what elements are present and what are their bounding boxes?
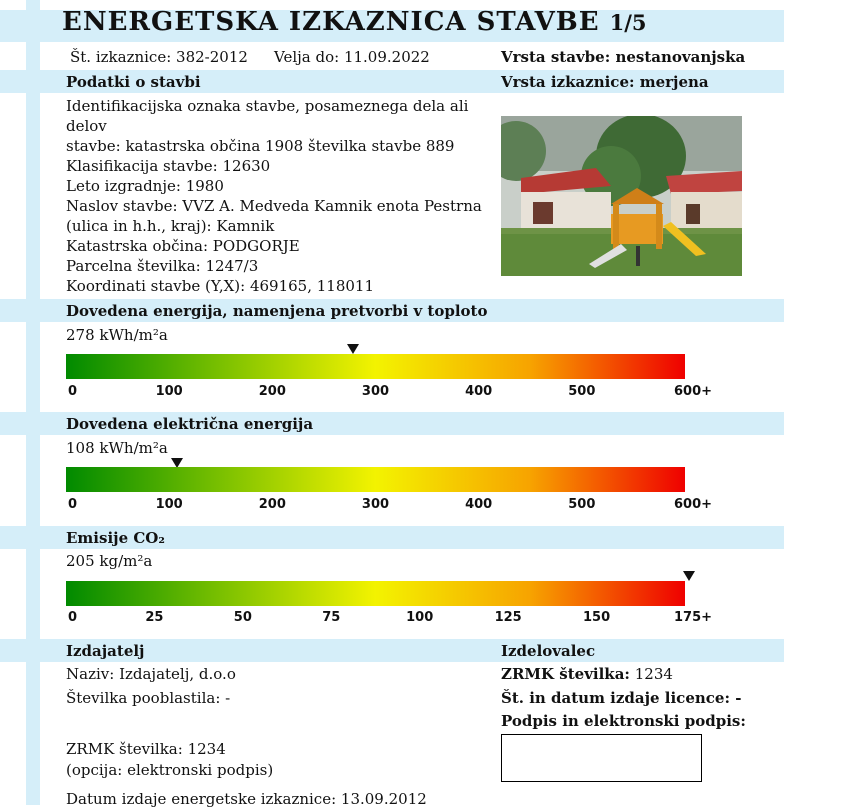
scale-tick-label: 150 — [582, 610, 611, 625]
scale1-bar — [66, 354, 685, 379]
scale-tick-label: 125 — [494, 610, 522, 625]
scale2-value: 108 kWh/m²a — [66, 439, 168, 457]
scale-tick-label: 100 — [406, 610, 434, 625]
building-line: (ulica in h.h., kraj): Kamnik — [66, 217, 275, 235]
scale-tick-label: 0 — [68, 384, 78, 399]
building-heading: Podatki o stavbi — [66, 73, 201, 91]
building-line: Katastrska občina: PODGORJE — [66, 237, 300, 255]
scale3-bar — [66, 581, 685, 606]
scale-tick-label: 500 — [568, 384, 596, 399]
issuer-authorization: Številka pooblastila: - — [66, 689, 231, 707]
scale-tick-label: 300 — [361, 497, 390, 512]
scale-tick-label: 600+ — [673, 497, 713, 512]
maker-heading: Izdelovalec — [501, 642, 596, 660]
scale-tick-label: 175+ — [673, 610, 713, 625]
issue-date: Datum izdaje energetske izkaznice: 13.09.2012 — [66, 790, 427, 808]
issuer-heading: Izdajatelj — [66, 642, 145, 660]
scale-tick-label: 0 — [68, 497, 78, 512]
building-line: Klasifikacija stavbe: 12630 — [66, 157, 271, 175]
building-line: Identifikacijska oznaka stavbe, posameznega dela ali — [66, 97, 469, 115]
scale-tick-label: 400 — [465, 384, 493, 399]
scale-tick-label: 25 — [145, 610, 164, 625]
scale2-heading: Dovedena električna energija — [66, 415, 314, 433]
page-title: ENERGETSKA IZKAZNICA STAVBE 1/5 — [62, 7, 647, 37]
issuer-zrmk: ZRMK številka: 1234 — [66, 740, 226, 758]
issuer-esign-option: (opcija: elektronski podpis) — [66, 761, 274, 779]
scale3-heading: Emisije CO₂ — [66, 529, 165, 547]
scale-tick-label: 0 — [68, 610, 78, 625]
building-line: stavbe: katastrska občina 1908 številka stavbe 889 — [66, 137, 455, 155]
scale2-bar — [66, 467, 685, 492]
scale3-value: 205 kg/m²a — [66, 552, 153, 570]
scale-tick-label: 100 — [155, 384, 183, 399]
scale-tick-label: 100 — [155, 497, 183, 512]
scale-tick-label: 300 — [361, 384, 390, 399]
scale-tick-label: 500 — [568, 497, 596, 512]
building-type: Vrsta stavbe: nestanovanjska — [501, 48, 746, 66]
maker-signature-label: Podpis in elektronski podpis: — [501, 712, 746, 730]
valid-until: Velja do: 11.09.2022 — [274, 48, 430, 66]
maker-license: Št. in datum izdaje licence: - — [501, 689, 742, 707]
building-info — [66, 96, 496, 296]
scale-tick-label: 200 — [258, 497, 286, 512]
scale-tick-label: 400 — [465, 497, 493, 512]
scale-tick-label: 75 — [322, 610, 341, 625]
building-line: Leto izgradnje: 1980 — [66, 177, 224, 195]
maker-zrmk — [501, 665, 673, 683]
building-line: Parcelna številka: 1247/3 — [66, 257, 259, 275]
scale1-marker — [347, 344, 359, 354]
page-number: 1/5 — [609, 10, 647, 35]
building-photo — [501, 116, 742, 276]
maker-zrmk-label: ZRMK številka: — [501, 665, 630, 683]
scale-tick-label: 600+ — [673, 384, 713, 399]
building-line: Naslov stavbe: VVZ A. Medveda Kamnik enota Pestrna — [66, 197, 482, 215]
building-line: Koordinati stavbe (Y,X): 469165, 118011 — [66, 277, 375, 295]
signature-box[interactable] — [501, 734, 702, 782]
building-line: delov — [66, 117, 107, 135]
maker-zrmk-value: 1234 — [634, 665, 673, 683]
scale1-value: 278 kWh/m²a — [66, 326, 168, 344]
scale3-marker — [683, 571, 695, 581]
scale1-heading: Dovedena energija, namenjena pretvorbi v toploto — [66, 302, 488, 320]
card-type: Vrsta izkaznice: merjena — [501, 73, 709, 91]
left-margin-band — [26, 0, 40, 805]
scale-tick-label: 200 — [258, 384, 286, 399]
issuer-name: Naziv: Izdajatelj, d.o.o — [66, 665, 236, 683]
scale-tick-label: 50 — [233, 610, 252, 625]
card-number: Št. izkaznice: 382-2012 — [70, 48, 248, 66]
